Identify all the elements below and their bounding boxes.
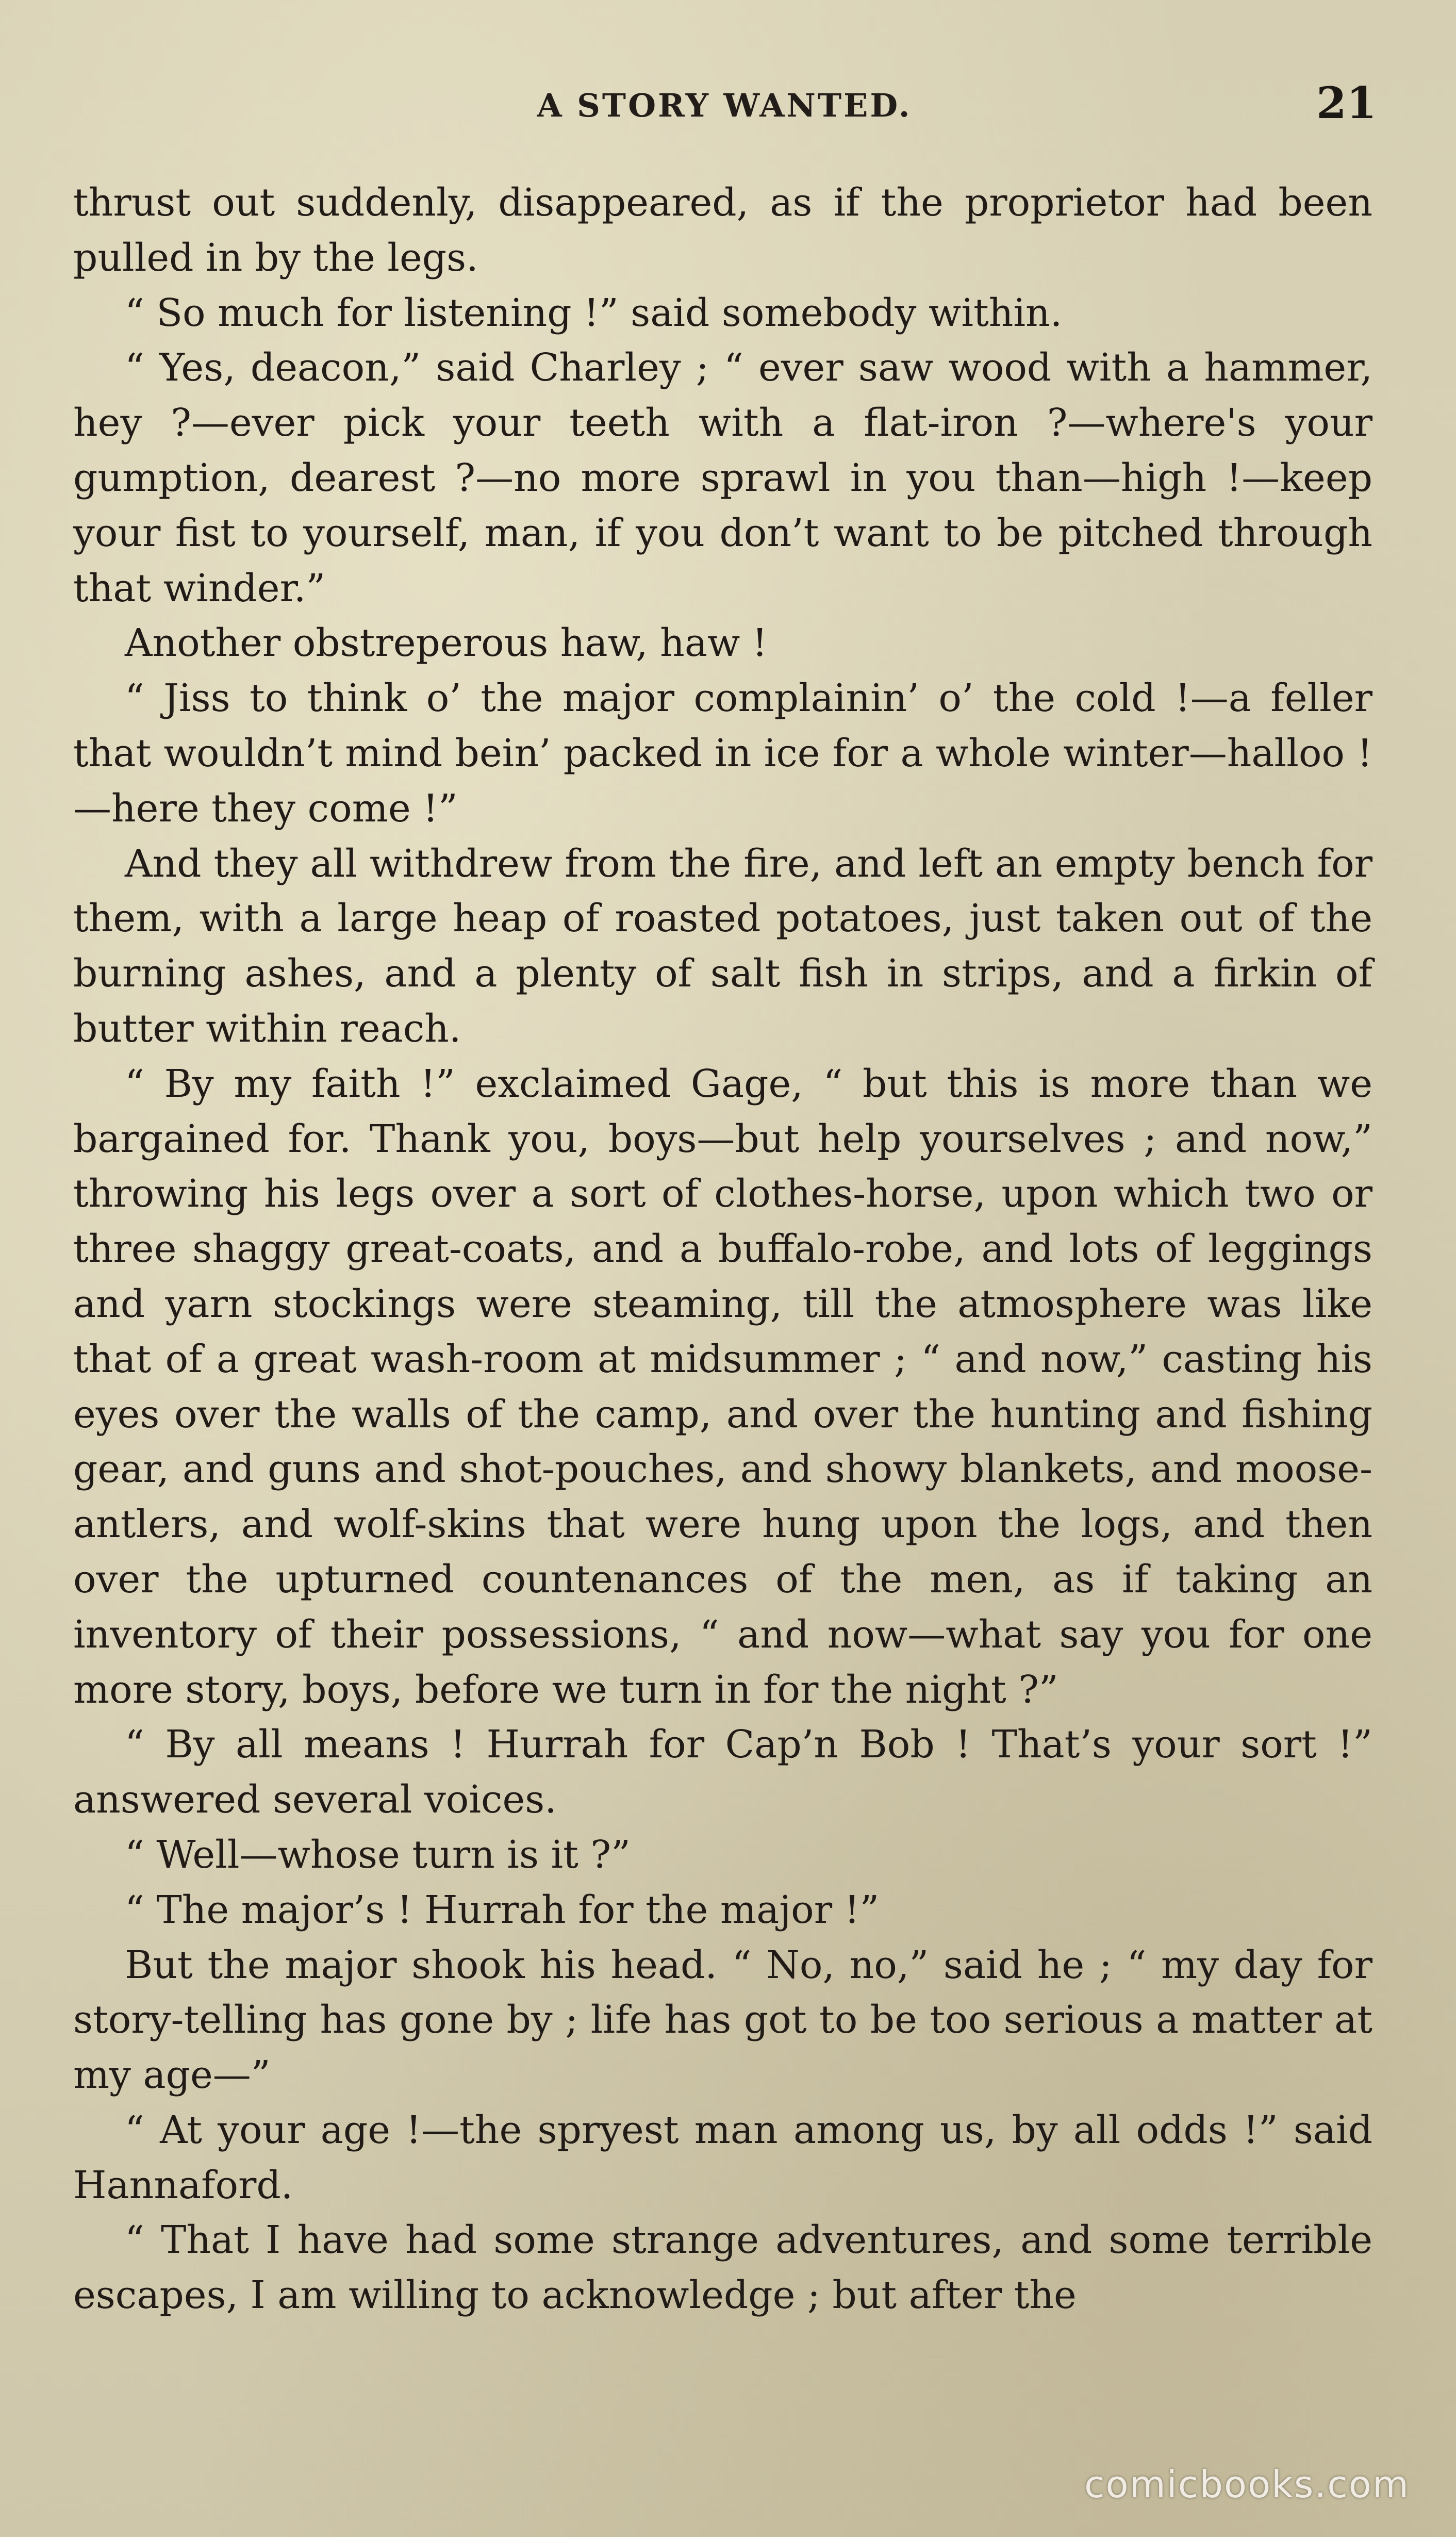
body-text: [73, 175, 1372, 2323]
paragraph: “ By all means ! Hurrah for Cap’n Bob ! That’s your sort !” answered several voices.: [73, 1722, 1372, 1822]
running-title: A STORY WANTED.: [537, 87, 912, 124]
page-header: [72, 77, 1377, 134]
paragraph: “ That I have had some strange adventures, and some terrible escapes, I am willing to acknowledge ; but after the: [73, 2218, 1372, 2318]
paragraph: “ The major’s ! Hurrah for the major !”: [125, 1887, 880, 1932]
paragraph: But the major shook his head. “ No, no,” said he ; “ my day for story-telling has gone by ; life has got to be too serious a matter at my age—”: [73, 1942, 1372, 2098]
paragraph: “ Yes, deacon,” said Charley ; “ ever saw wood with a hammer, hey ?—ever pick your teeth with a flat-iron ?—where's your gumption, dearest ?—no more sprawl in you than—high !—keep your fist to yourself, man, if you don’t want to be pitched through that winder.”: [73, 345, 1372, 611]
paragraph: “ Well—whose turn is it ?”: [125, 1832, 631, 1877]
paragraph: “ Jiss to think o’ the major complainin’ o’ the cold !—a feller that wouldn’t mind bein’ packed in ice for a whole winter—halloo !—here they come !”: [73, 676, 1372, 831]
paragraph: “ At your age !—the spryest man among us, by all odds !” said Hannaford.: [73, 2107, 1372, 2207]
paragraph: “ So much for listening !” said somebody within.: [125, 290, 1063, 335]
page-number: 21: [1316, 77, 1377, 128]
paragraph: Another obstreperous haw, haw !: [125, 621, 768, 666]
paragraph: thrust out suddenly, disappeared, as if the proprietor had been pulled in by the legs.: [73, 180, 1372, 280]
paragraph: “ By my faith !” exclaimed Gage, “ but this is more than we bargained for. Thank you, boys—but help yourselves ; and now,” throwing his legs over a sort of clothes-horse, upon which two or three shaggy great-coats, and a buffalo-robe, and lots of leggings and yarn stockings were steaming, till the atmosphere was like that of a great wash-room at midsummer ; “ and now,” casting his eyes over the walls of the camp, and over the hunting and fishing gear, and guns and shot-pouches, and showy blankets, and moose-antlers, and wolf-skins that were hung upon the logs, and then over the upturned countenances of the men, as if taking an inventory of their possessions, “ and now—what say you for one more story, boys, before we turn in for the night ?”: [73, 1061, 1372, 1712]
paragraph: And they all withdrew from the fire, and left an empty bench for them, with a large heap of roasted potatoes, just taken out of the burning ashes, and a plenty of salt fish in strips, and a firkin of butter within reach.: [73, 841, 1372, 1051]
watermark: comicbooks.com: [1084, 2463, 1410, 2506]
